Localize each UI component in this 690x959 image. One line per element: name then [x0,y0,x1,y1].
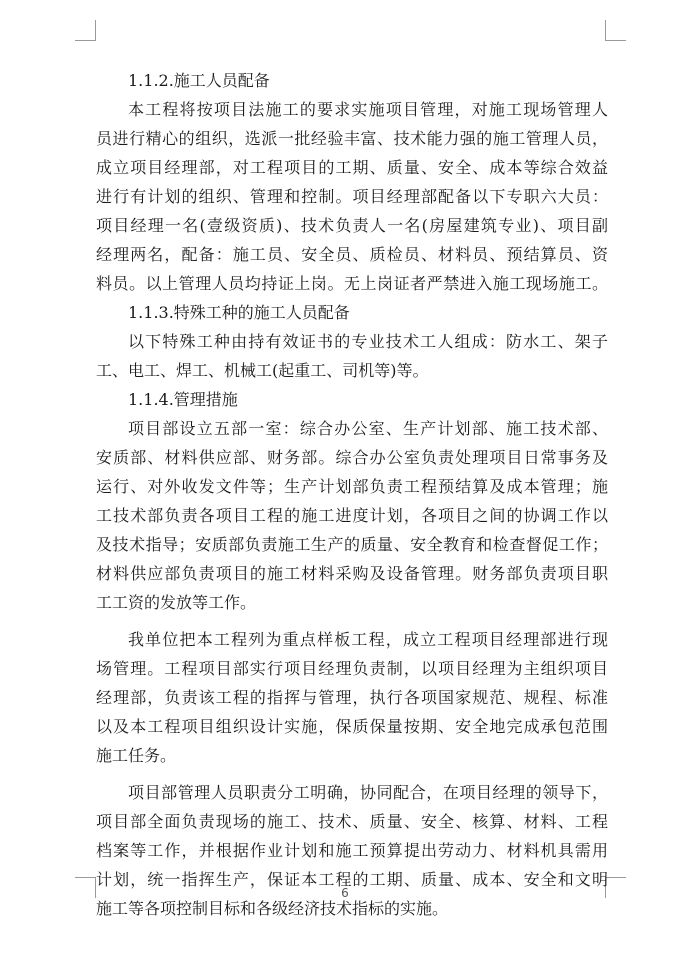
section-heading: 1.1.4.管理措施 [128,390,238,409]
paragraph-line: 以及本工程项目组织设计实施，保质保量按期、安全地完成承包范围 [96,717,608,736]
paragraph-line: 运行、对外收发文件等；生产计划部负责工程预结算及成本管理；施 [96,477,608,496]
crop-mark-top-left [75,20,96,41]
paragraph-line: 进行有计划的组织、管理和控制。项目经理部配备以下专职六大员： [96,187,608,206]
paragraph-line: 料员。以上管理人员均持证上岗。无上岗证者严禁进入施工现场施工。 [96,274,608,293]
page-body [96,66,608,923]
paragraph-line: 施工等各项控制目标和各级经济技术指标的实施。 [96,899,449,918]
paragraph-line: 工工资的发放等工作。 [96,593,257,612]
paragraph-line: 项目部设立五部一室：综合办公室、生产计划部、施工技术部、 [128,419,608,438]
paragraph-line: 工、电工、焊工、机械工(起重工、司机等)等。 [96,361,429,380]
crop-mark-top-right [605,20,626,41]
paragraph-line: 施工任务。 [96,746,177,765]
paragraph-line: 员进行精心的组织，选派一批经验丰富、技术能力强的施工管理人员， [96,129,608,148]
paragraph-line: 档案等工作，并根据作业计划和施工预算提出劳动力、材料机具需用 [96,841,608,860]
page-number: 6 [341,886,349,900]
paragraph-line: 安质部、材料供应部、财务部。综合办公室负责处理项目日常事务及 [96,448,608,467]
paragraph-line: 及技术指导；安质部负责施工生产的质量、安全教育和检查督促工作； [96,535,608,554]
paragraph-line: 经理部，负责该工程的指挥与管理，执行各项国家规范、规程、标准 [96,688,608,707]
paragraph-line: 经理两名，配备：施工员、安全员、质检员、材料员、预结算员、资 [96,245,608,264]
paragraph-line: 我单位把本工程列为重点样板工程，成立工程项目经理部进行现 [128,630,608,649]
paragraph-line: 工技术部负责各项目工程的施工进度计划，各项目之间的协调工作以 [96,506,608,525]
paragraph-line: 项目部管理人员职责分工明确，协同配合，在项目经理的领导下， [128,783,608,802]
paragraph-line: 本工程将按项目法施工的要求实施项目管理，对施工现场管理人 [128,100,608,119]
paragraph-line: 场管理。工程项目部实行项目经理负责制，以项目经理为主组织项目 [96,659,608,678]
section-heading: 1.1.2.施工人员配备 [128,71,270,90]
paragraph-line: 计划，统一指挥生产，保证本工程的工期、质量、成本、安全和文明 [96,870,608,889]
paragraph-line: 成立项目经理部，对工程项目的工期、质量、安全、成本等综合效益 [96,158,608,177]
paragraph-line: 项目部全面负责现场的施工、技术、质量、安全、核算、材料、工程 [96,812,608,831]
section-heading: 1.1.3.特殊工种的施工人员配备 [128,303,350,322]
paragraph-line: 以下特殊工种由持有效证书的专业技术工人组成：防水工、架子 [128,332,608,351]
paragraph-line: 材料供应部负责项目的施工材料采购及设备管理。财务部负责项目职 [96,564,608,583]
paragraph-line: 项目经理一名(壹级资质)、技术负责人一名(房屋建筑专业)、项目副 [96,216,608,235]
